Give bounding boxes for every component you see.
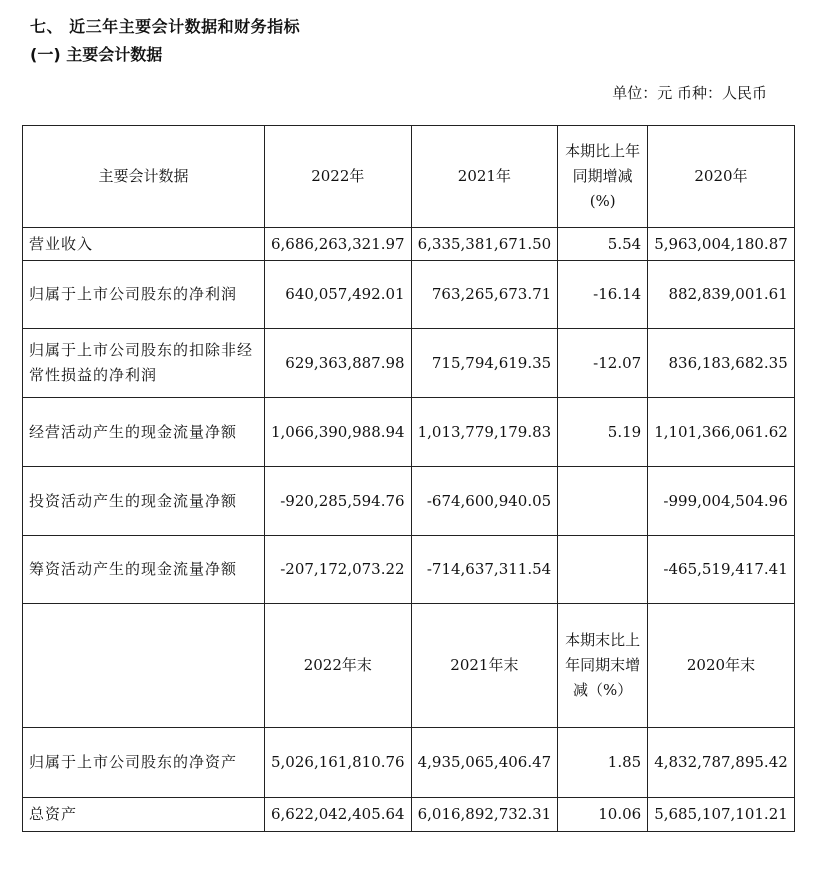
cell-2022: 6,686,263,321.97: [265, 228, 412, 261]
cell-2022: -920,285,594.76: [265, 467, 412, 536]
cell-2020: 882,839,001.61: [648, 261, 795, 329]
header-cell-item: [23, 604, 265, 728]
cell-2022: -207,172,073.22: [265, 536, 412, 604]
cell-2021: 1,013,779,179.83: [411, 398, 558, 467]
table-row: [23, 728, 795, 798]
cell-2022: 629,363,887.98: [265, 329, 412, 398]
cell-2021: 763,265,673.71: [411, 261, 558, 329]
header-cell-change: 本期比上年同期增减(%): [558, 126, 648, 228]
cell-2021: -714,637,311.54: [411, 536, 558, 604]
cell-2021: 6,016,892,732.31: [411, 798, 558, 832]
cell-change: -12.07: [558, 329, 648, 398]
row-label: 营业收入: [23, 228, 265, 261]
row-label: 经营活动产生的现金流量净额: [23, 398, 265, 467]
cell-change: 5.54: [558, 228, 648, 261]
cell-2021: 4,935,065,406.47: [411, 728, 558, 798]
cell-2021: 715,794,619.35: [411, 329, 558, 398]
cell-2021: 6,335,381,671.50: [411, 228, 558, 261]
cell-2022: 5,026,161,810.76: [265, 728, 412, 798]
cell-2020: 836,183,682.35: [648, 329, 795, 398]
cell-2022: 6,622,042,405.64: [265, 798, 412, 832]
header-cell-2020-end: 2020年末: [648, 604, 795, 728]
section-title: 七、 近三年主要会计数据和财务指标: [30, 17, 301, 36]
header-cell-2021: 2021年: [411, 126, 558, 228]
row-label: 归属于上市公司股东的净资产: [23, 728, 265, 798]
table-row: [23, 467, 795, 536]
row-label: 投资活动产生的现金流量净额: [23, 467, 265, 536]
cell-change: 5.19: [558, 398, 648, 467]
unit-note: 单位：元 币种：人民币: [612, 84, 767, 102]
table-row: [23, 261, 795, 329]
cell-change: -16.14: [558, 261, 648, 329]
table-header-row-2: [23, 604, 795, 728]
header-cell-change-end: 本期末比上年同期末增减（%）: [558, 604, 648, 728]
cell-2020: 5,963,004,180.87: [648, 228, 795, 261]
cell-change: [558, 467, 648, 536]
table-row: [23, 228, 795, 261]
header-cell-2020: 2020年: [648, 126, 795, 228]
table-row: [23, 536, 795, 604]
table-row: [23, 798, 795, 832]
table-header-row: [23, 126, 795, 228]
cell-2020: 5,685,107,101.21: [648, 798, 795, 832]
header-cell-2022-end: 2022年末: [265, 604, 412, 728]
header-cell-2022: 2022年: [265, 126, 412, 228]
cell-change: [558, 536, 648, 604]
row-label: 归属于上市公司股东的扣除非经常性损益的净利润: [23, 329, 265, 398]
cell-2022: 1,066,390,988.94: [265, 398, 412, 467]
row-label: 归属于上市公司股东的净利润: [23, 261, 265, 329]
table-row: [23, 398, 795, 467]
header-cell-2021-end: 2021年末: [411, 604, 558, 728]
cell-2020: 1,101,366,061.62: [648, 398, 795, 467]
accounting-data-table: [22, 125, 795, 832]
cell-2020: 4,832,787,895.42: [648, 728, 795, 798]
table-row: [23, 329, 795, 398]
row-label: 筹资活动产生的现金流量净额: [23, 536, 265, 604]
row-label: 总资产: [23, 798, 265, 832]
cell-2021: -674,600,940.05: [411, 467, 558, 536]
subsection-title: (一) 主要会计数据: [30, 45, 163, 64]
cell-2020: -999,004,504.96: [648, 467, 795, 536]
cell-change: 1.85: [558, 728, 648, 798]
cell-2022: 640,057,492.01: [265, 261, 412, 329]
cell-change: 10.06: [558, 798, 648, 832]
header-cell-item: 主要会计数据: [23, 126, 265, 228]
cell-2020: -465,519,417.41: [648, 536, 795, 604]
